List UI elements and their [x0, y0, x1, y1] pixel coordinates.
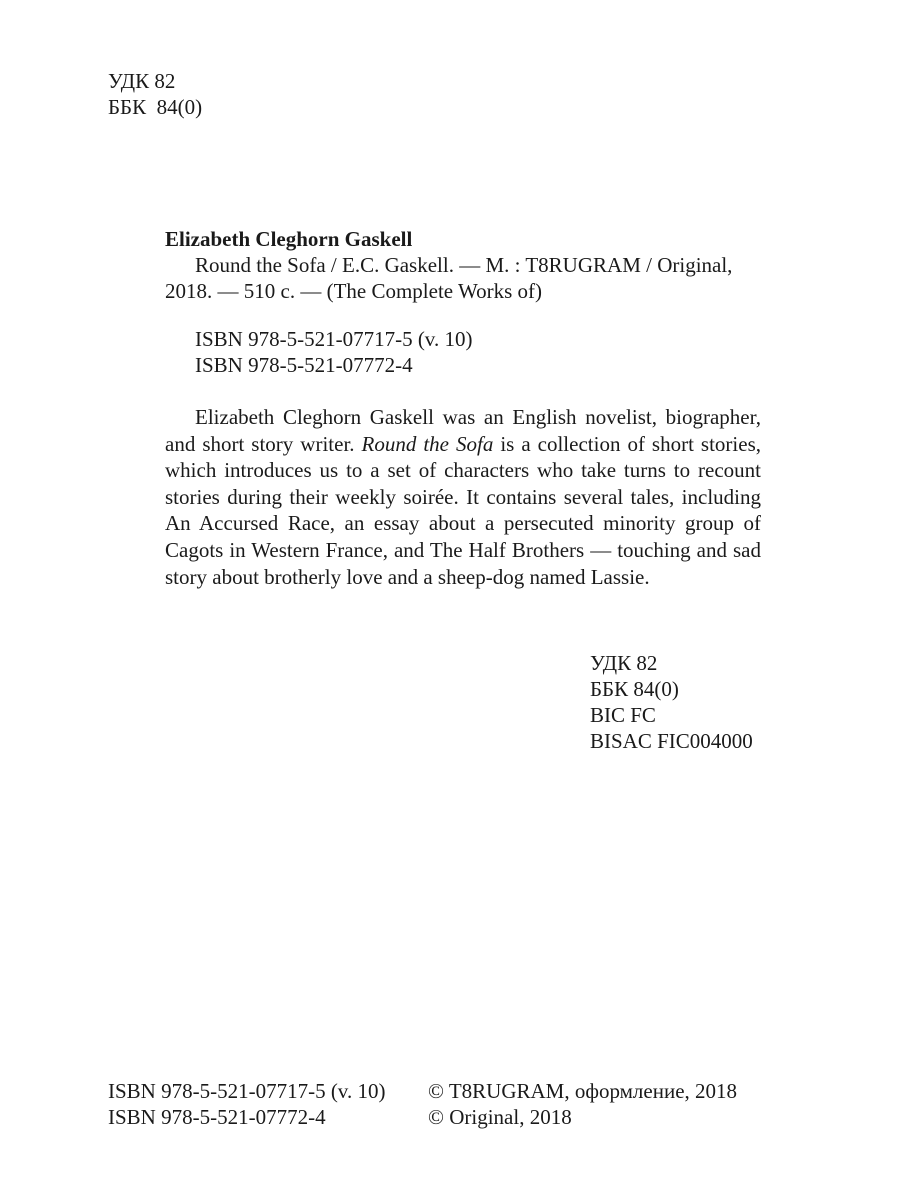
right-classification [590, 650, 753, 754]
annotation-text-part2: is a collection of short stories, which introduces us to a set of characters who take turns to recount stories during their weekly soirée. It contains several tales, including An Accursed Race, an essay about a persecuted minority group of Cagots in Western France, and The Half Brothers — touching and sad story about brotherly love and a sheep-dog named Lassie. [165, 431, 761, 589]
right-bbk-code: ББК 84(0) [590, 677, 679, 701]
top-udk-code: УДК 82 [108, 69, 176, 93]
bic-code: BIC FC [590, 703, 656, 727]
annotation-paragraph [165, 404, 761, 590]
right-udk-code: УДК 82 [590, 651, 658, 675]
isbn-series: ISBN 978-5-521-07772-4 [195, 353, 413, 377]
isbn-volume: ISBN 978-5-521-07717-5 (v. 10) [195, 327, 473, 351]
bisac-code: BISAC FIC004000 [590, 729, 753, 753]
record-title-line: Round the Sofa / E.C. Gaskell. — M. : T8RUGRAM / Original, [195, 253, 733, 277]
author-name: Elizabeth Cleghorn Gaskell [165, 227, 413, 251]
annotation-text-part1: Elizabeth Cleghorn Gaskell was an English novelist, biographer, and short story writer. [165, 405, 761, 456]
footer-isbn-series: ISBN 978-5-521-07772-4 [108, 1105, 326, 1129]
top-bbk-code: ББК 84(0) [108, 95, 203, 119]
bibliographic-record [165, 226, 761, 590]
footer-isbn-block [108, 1078, 385, 1130]
footer-isbn-volume: ISBN 978-5-521-07717-5 (v. 10) [108, 1079, 386, 1103]
top-classification [108, 68, 202, 120]
annotation-book-title: Round the Sofa [361, 431, 494, 456]
isbn-block [165, 326, 761, 378]
copyright-design: © T8RUGRAM, оформление, 2018 [428, 1079, 738, 1103]
footer-copyright-block [428, 1078, 737, 1130]
copyright-original: © Original, 2018 [428, 1105, 572, 1129]
record-publication-line: 2018. — 510 c. — (The Complete Works of) [165, 279, 543, 303]
